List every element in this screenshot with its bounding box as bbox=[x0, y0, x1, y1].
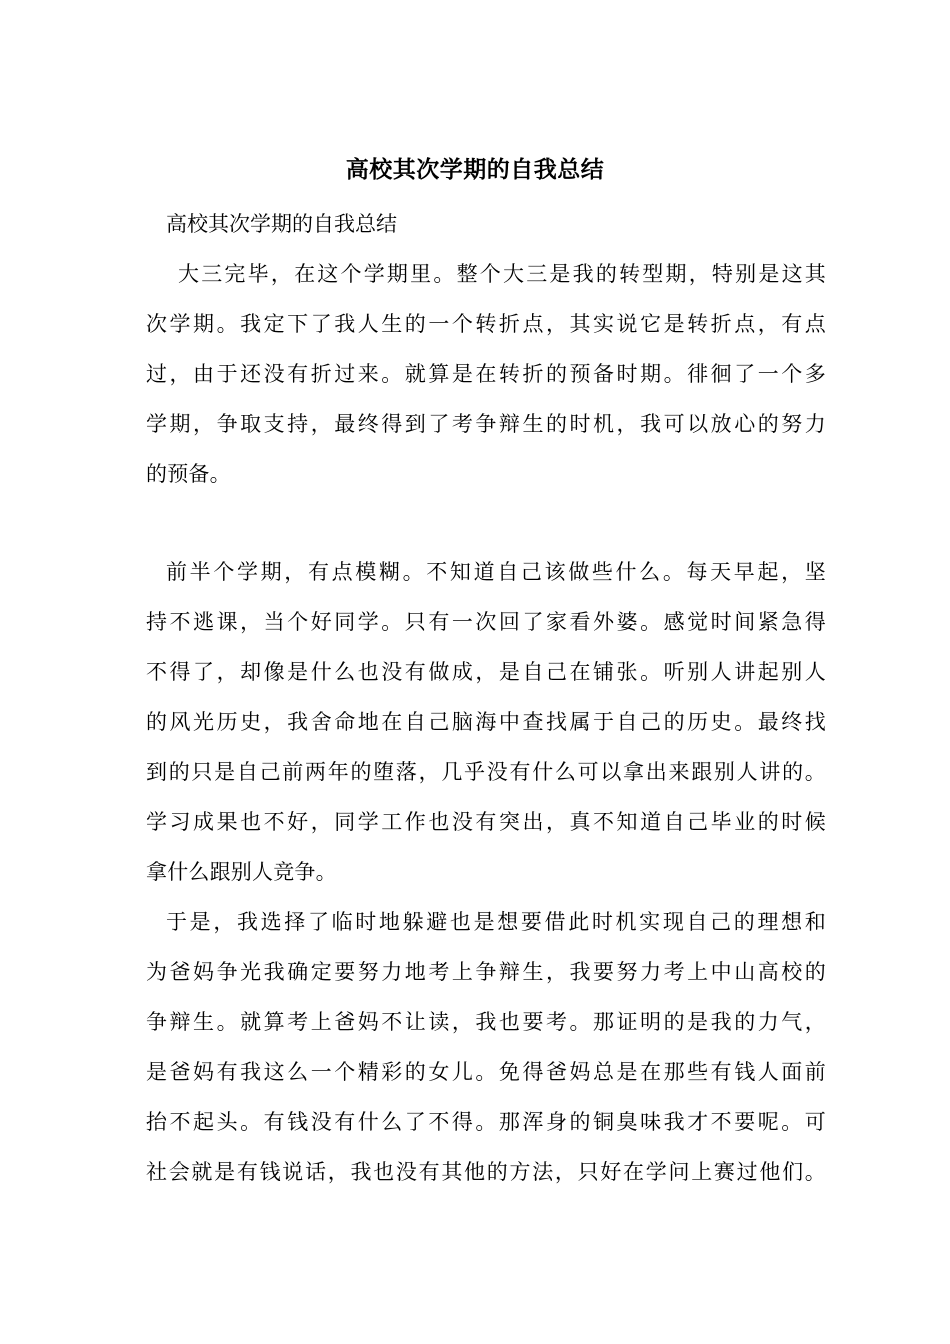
paragraph-line: 抬不起头。有钱没有什么了不得。那浑身的铜臭味我才不要呢。可 bbox=[146, 1110, 826, 1134]
paragraph-line: 是爸妈有我这么一个精彩的女儿。免得爸妈总是在那些有钱人面前 bbox=[146, 1060, 826, 1084]
paragraph-line: 于是，我选择了临时地躲避也是想要借此时机实现自己的理想和 bbox=[166, 910, 826, 934]
paragraph-line: 社会就是有钱说话，我也没有其他的方法，只好在学问上赛过他们。 bbox=[146, 1160, 826, 1184]
paragraph-line: 持不逃课，当个好同学。只有一次回了家看外婆。感觉时间紧急得 bbox=[146, 610, 826, 634]
paragraph-line: 次学期。我定下了我人生的一个转折点，其实说它是转折点，有点 bbox=[146, 312, 826, 336]
paragraph-line: 学习成果也不好，同学工作也没有突出，真不知道自己毕业的时候 bbox=[146, 810, 826, 834]
paragraph-line: 的风光历史，我舍命地在自己脑海中查找属于自己的历史。最终找 bbox=[146, 710, 826, 734]
paragraph-line: 学期，争取支持，最终得到了考争辩生的时机，我可以放心的努力 bbox=[146, 412, 826, 436]
document-subtitle: 高校其次学期的自我总结 bbox=[166, 212, 397, 236]
paragraph-line: 的预备。 bbox=[146, 462, 231, 486]
paragraph-line: 过，由于还没有折过来。就算是在转折的预备时期。徘徊了一个多 bbox=[146, 362, 826, 386]
paragraph-line: 大三完毕，在这个学期里。整个大三是我的转型期，特别是这其 bbox=[178, 262, 826, 286]
paragraph-line: 前半个学期，有点模糊。不知道自己该做些什么。每天早起，坚 bbox=[166, 560, 826, 584]
paragraph-line: 拿什么跟别人竞争。 bbox=[146, 860, 337, 884]
paragraph-line: 到的只是自己前两年的堕落，几乎没有什么可以拿出来跟别人讲的。 bbox=[146, 760, 826, 784]
paragraph-line: 争辩生。就算考上爸妈不让读，我也要考。那证明的是我的力气， bbox=[146, 1010, 826, 1034]
paragraph-line: 为爸妈争光我确定要努力地考上争辩生，我要努力考上中山高校的 bbox=[146, 960, 826, 984]
document-title: 高校其次学期的自我总结 bbox=[345, 156, 605, 183]
paragraph-line: 不得了，却像是什么也没有做成，是自己在铺张。听别人讲起别人 bbox=[146, 660, 826, 684]
